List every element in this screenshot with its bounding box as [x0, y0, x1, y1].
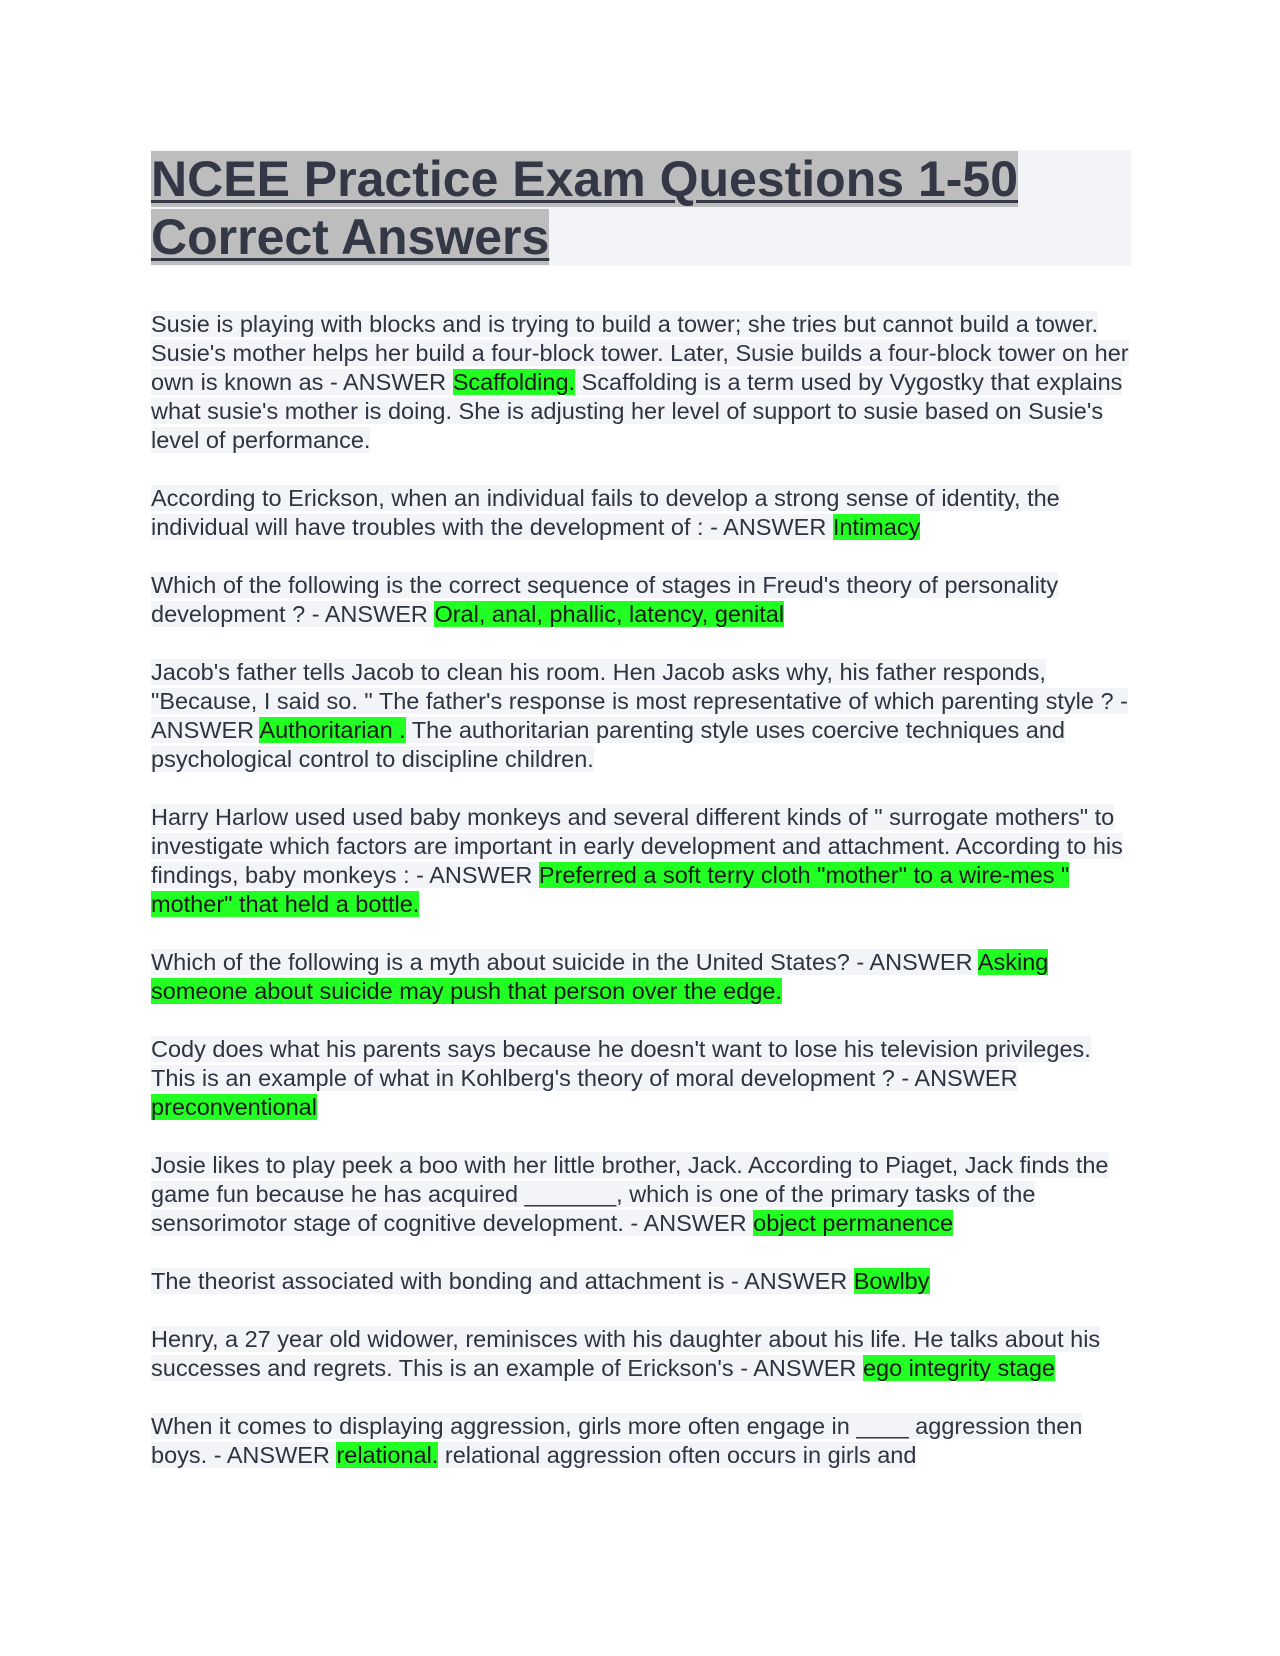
- question-text: According to Erickson, when an individual fails to develop a strong sense of identity, the individual will have troubles with the development of : - ANSWER: [151, 485, 1060, 540]
- question-item: [151, 1267, 1131, 1296]
- highlighted-answer: Scaffolding.: [452, 369, 576, 395]
- highlighted-answer: object permanence: [753, 1210, 954, 1236]
- question-text: Which of the following is a myth about suicide in the United States? - ANSWER: [151, 949, 978, 975]
- highlighted-answer: Authoritarian .: [259, 717, 406, 743]
- answer-explanation: The authoritarian parenting style uses coercive techniques and psychological control to discipline children.: [151, 717, 1065, 772]
- highlighted-answer: Oral, anal, phallic, latency, genital: [434, 601, 785, 627]
- highlighted-answer: preconventional: [151, 1094, 317, 1120]
- question-item: [151, 1035, 1131, 1122]
- question-item: [151, 484, 1131, 542]
- question-text: When it comes to displaying aggression, girls more often engage in ____ aggression then boys. - ANSWER: [151, 1413, 1083, 1468]
- highlighted-answer: Bowlby: [853, 1268, 930, 1294]
- question-item: [151, 571, 1131, 629]
- highlighted-answer: Asking someone about suicide may push that person over the edge.: [151, 949, 1049, 1004]
- title-line-1: NCEE Practice Exam Questions 1-50: [151, 151, 1019, 207]
- question-item: [151, 1151, 1131, 1238]
- question-item: [151, 1412, 1131, 1470]
- question-item: [151, 948, 1131, 1006]
- highlighted-answer: relational.: [336, 1442, 439, 1468]
- question-text: Cody does what his parents says because he doesn't want to lose his television privileges. This is an example of what in Kohlberg's theory of moral development ? - ANSWER: [151, 1036, 1091, 1091]
- highlighted-answer: ego integrity stage: [862, 1355, 1055, 1381]
- highlighted-answer: Preferred a soft terry cloth "mother" to a wire-mes " mother" that held a bottle.: [151, 862, 1070, 917]
- question-item: [151, 803, 1131, 919]
- document-title: [151, 150, 1131, 266]
- answer-explanation: Scaffolding is a term used by Vygostky that explains what susie's mother is doing. She is adjusting her level of support to susie based on Susie's level of performance.: [151, 369, 1123, 453]
- question-item: [151, 1325, 1131, 1383]
- question-text: Harry Harlow used used baby monkeys and several different kinds of " surrogate mothers" to investigate which factors are important in early development and attachment. According to his findings, baby monkeys : - ANSWER: [151, 804, 1123, 888]
- question-text: Jacob's father tells Jacob to clean his room. Hen Jacob asks why, his father responds, "Because, I said so. " The father's response is most representative of which parenting style ? - ANSWER: [151, 659, 1128, 743]
- question-item: [151, 658, 1131, 774]
- title-line-2: Correct Answers: [151, 209, 550, 265]
- question-text: Henry, a 27 year old widower, reminisces with his daughter about his life. He talks about his successes and regrets. This is an example of Erickson's - ANSWER: [151, 1326, 1101, 1381]
- document-page: [151, 150, 1131, 1499]
- answer-explanation: relational aggression often occurs in girls and: [438, 1442, 917, 1468]
- question-text: The theorist associated with bonding and attachment is - ANSWER: [151, 1268, 854, 1294]
- highlighted-answer: Intimacy: [832, 514, 921, 540]
- question-item: [151, 310, 1131, 455]
- question-text: Which of the following is the correct sequence of stages in Freud's theory of personality development ? - ANSWER: [151, 572, 1059, 627]
- question-text: Josie likes to play peek a boo with her little brother, Jack. According to Piaget, Jack finds the game fun because he has acquired _______, which is one of the primary tasks of the sensorimotor stage of cognitive development. - ANSWER: [151, 1152, 1109, 1236]
- question-text: Susie is playing with blocks and is trying to build a tower; she tries but cannot build a tower. Susie's mother helps her build a four-block tower. Later, Susie builds a four-block tower on her own is known as - ANSWER: [151, 311, 1129, 395]
